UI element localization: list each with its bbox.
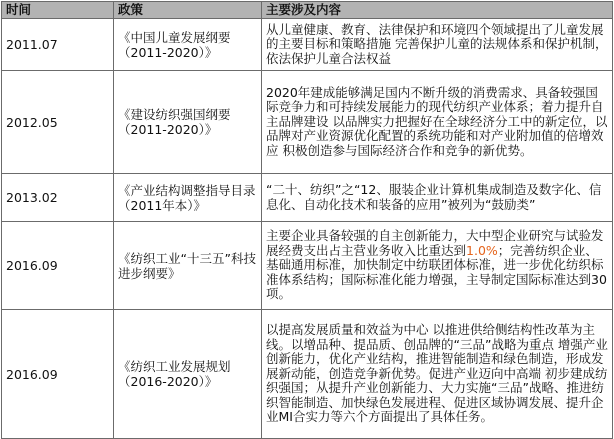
header-row — [2, 2, 613, 19]
content-cell: 以提高发展质量和效益为中心 以推进供给侧结构性改革为主线。以增品种、提品质、创品牌的“三品”战略为重点 增强产业创新能力，优化产业结构，推进智能制造和绿色制造，形成发展新动能，创造竞争新优势。促进产业迈向中高端 初步建成纺织强国；从提升产业创新能力、大力实施“三品”战略、推进纺织智能制造、加快绿色发展进程、促进区域协调发展、提升企业MI合实力等六个方面提出了具体任务。 — [262, 310, 613, 439]
content-text: 主要企业具备较强的自主创新能力，大中型企业研究与试验发展经费支出占主营业务收入比重达到 — [266, 228, 604, 258]
content-cell: 从儿童健康、教育、法律保护和环境四个领域提出了儿童发展的主要目标和策略措施 完善保护儿童的法规体系和保护机制，依法保护儿童合法权益 — [262, 19, 613, 71]
policy-cell: 《纺织工业“十三五”科技进步纲要》 — [114, 222, 262, 310]
policy-table — [1, 1, 613, 439]
header-policy: 政策 — [114, 2, 262, 19]
policy-cell: 《建设纺织强国纲要（2011-2020）》 — [114, 71, 262, 174]
policy-cell: 《中国儿童发展纲要（2011-2020）》 — [114, 19, 262, 71]
policy-cell: 《产业结构调整指导目录（2011年本）》 — [114, 174, 262, 222]
header-time: 时间 — [2, 2, 114, 19]
table-row — [2, 71, 613, 174]
highlight-value: 1.0% — [466, 242, 498, 258]
table-row — [2, 310, 613, 439]
time-cell: 2013.02 — [2, 174, 114, 222]
content-text: ；完善纺织企业、基础通用标准，加快制定中纺联团体标准，进一步优化纺织标准体系结构；国际标准化能力增强，主导制定国际标准达到30项。 — [266, 242, 607, 302]
content-cell: 2020年建成能够满足国内不断升级的消费需求、具备较强国际竞争力和可持续发展能力的现代纺织产业体系；着力提升自主品牌建设 以品牌实力把握好在全球经济分工中的新定位，以品牌对产业资源优化配置的系统功能和对产业附加值的倍增效应 积极创造参与国际经济合作和竞争的新优势。 — [262, 71, 613, 174]
table-row — [2, 19, 613, 71]
table-row — [2, 222, 613, 310]
header-content: 主要涉及内容 — [262, 2, 613, 19]
time-cell: 2016.09 — [2, 222, 114, 310]
time-cell: 2011.07 — [2, 19, 114, 71]
table-row — [2, 174, 613, 222]
policy-cell: 《纺织工业发展规划（2016-2020）》 — [114, 310, 262, 439]
time-cell: 2012.05 — [2, 71, 114, 174]
time-cell: 2016.09 — [2, 310, 114, 439]
content-cell — [262, 222, 613, 310]
content-cell: “二十、纺织”之“12、服装企业计算机集成制造及数字化、信息化、自动化技术和装备的应用”被列为“鼓励类” — [262, 174, 613, 222]
